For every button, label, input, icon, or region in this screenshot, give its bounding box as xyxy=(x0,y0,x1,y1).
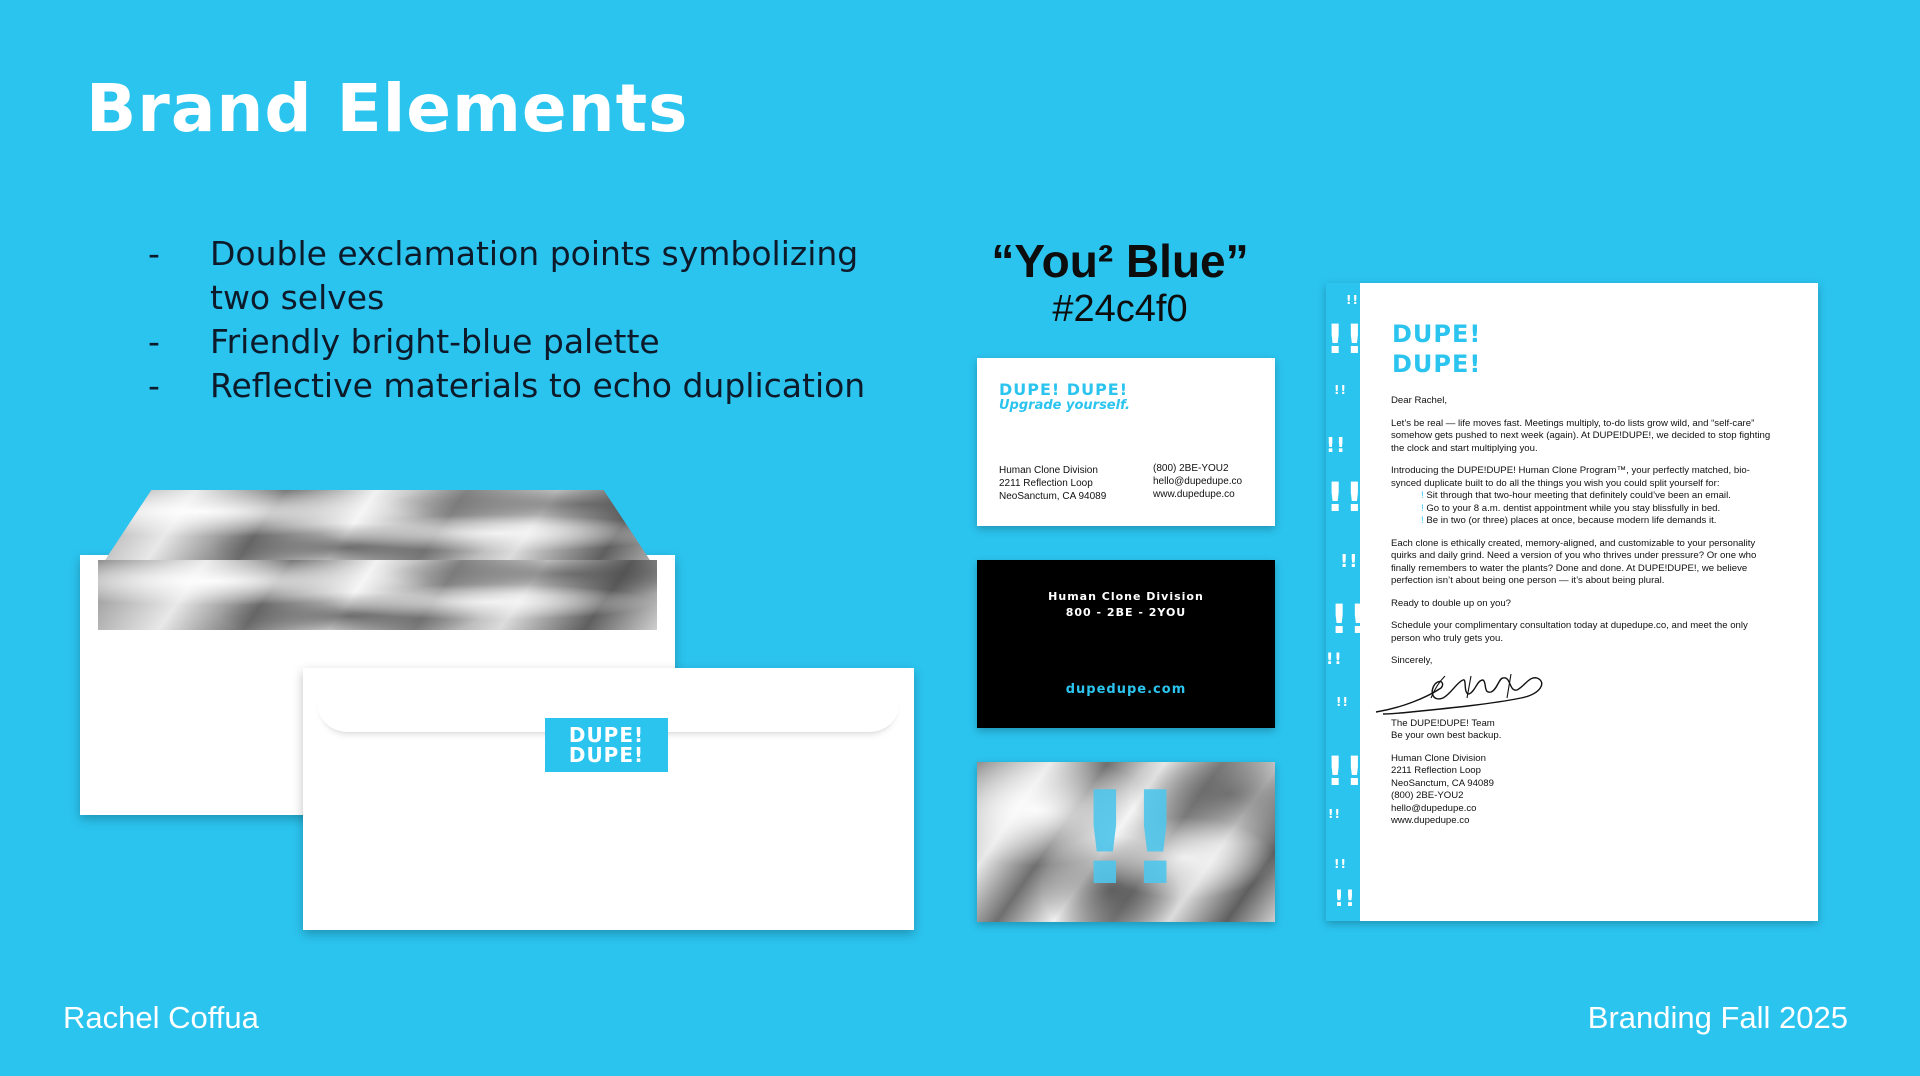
margin-exclamation-icon: !! xyxy=(1336,695,1349,709)
letter-team: The DUPE!DUPE! Team xyxy=(1391,717,1495,729)
envelope-front xyxy=(303,668,914,930)
letter-list-item: ! Sit through that two-hour meeting that definitely could’ve been an email. xyxy=(1421,490,1731,501)
color-name: “You² Blue” xyxy=(991,235,1249,287)
letter-paragraph: Let’s be real — life moves fast. Meetings multiply, to-do lists grow wild, and “self-care” somehow gets pushed to next week (again). At DUPE!DUPE!, we decided to stop fighting the clock and start multiplying you. xyxy=(1391,417,1771,454)
bullet-item: - Reflective materials to echo duplication xyxy=(148,366,866,405)
bullet-list xyxy=(148,232,908,408)
letterhead xyxy=(1326,283,1818,921)
margin-exclamation-icon: !! xyxy=(1340,551,1359,572)
letterhead-margin-strip xyxy=(1326,283,1369,921)
letter-list-item: ! Go to your 8 a.m. dentist appointment while you stay blissfully in bed. xyxy=(1421,502,1721,514)
bullet-item: - Friendly bright-blue palette xyxy=(148,322,660,361)
foil-card xyxy=(977,762,1275,922)
envelope-seal: DUPE! DUPE! xyxy=(545,718,668,772)
margin-exclamation-icon: !! xyxy=(1346,293,1359,307)
letter-address: Human Clone Division 2211 Reflection Loop NeoSanctum, CA 94089 (800) 2BE-YOU2 hello@dupedupe.co www.dupedupe.co xyxy=(1391,752,1494,826)
letter-greeting: Dear Rachel, xyxy=(1391,395,1447,406)
letter-list xyxy=(1391,490,1771,528)
margin-exclamation-icon: !! xyxy=(1330,597,1369,643)
letter-body xyxy=(1391,395,1771,828)
author-name: Rachel Coffua xyxy=(63,1000,259,1035)
double-exclamation-icon: !! xyxy=(1075,765,1177,914)
letter-paragraph: Ready to double up on you? xyxy=(1391,597,1512,609)
margin-exclamation-icon: !! xyxy=(1326,433,1347,457)
margin-exclamation-icon: !! xyxy=(1334,857,1347,871)
card-brand: DUPE! DUPE! xyxy=(999,380,1129,399)
card-contact: (800) 2BE-YOU2 hello@dupedupe.co www.dupedupe.co xyxy=(1153,463,1243,500)
card-tagline: Upgrade yourself. xyxy=(999,398,1130,413)
card-back-url: dupedupe.com xyxy=(1065,682,1187,697)
letter-list-item: ! Be in two (or three) places at once, because modern life demands it. xyxy=(1421,515,1717,526)
course-term: Branding Fall 2025 xyxy=(1587,1000,1848,1035)
envelope-liner-foil xyxy=(98,560,657,630)
margin-exclamation-icon: !! xyxy=(1328,807,1341,821)
bullet-item: - Double exclamation points symbolizing two selves xyxy=(148,234,859,317)
card-address: Human Clone Division 2211 Reflection Loop NeoSanctum, CA 94089 xyxy=(999,465,1107,502)
letterhead-logo: DUPE! DUPE! xyxy=(1392,320,1482,378)
letter-closing: Sincerely, xyxy=(1391,655,1433,666)
business-card-back xyxy=(977,560,1275,728)
letter-paragraph: Introducing the DUPE!DUPE! Human Clone Program™, your perfectly matched, bio-synced duplicate built to do all the things you wish you could split yourself for: xyxy=(1391,465,1750,489)
margin-exclamation-icon: !! xyxy=(1326,317,1365,363)
margin-exclamation-icon: !! xyxy=(1326,475,1365,521)
card-back-phone: 800 - 2BE - 2YOU xyxy=(1065,606,1187,619)
letter-paragraph: Each clone is ethically created, memory-aligned, and customizable to your personality quirks and daily grind. Need a version of you who thrives under pressure? Or one who finally remembers to water the plants? Done and done. At DUPE!DUPE!, we believe perfection isn’t about being one person — it’s about being plural. xyxy=(1391,537,1757,586)
letter-team-tagline: Be your own best backup. xyxy=(1391,730,1502,741)
color-hex: #24c4f0 xyxy=(1052,288,1188,330)
margin-exclamation-icon: !! xyxy=(1326,649,1343,668)
margin-exclamation-icon: !! xyxy=(1326,749,1365,795)
letter-paragraph: Schedule your complimentary consultation today at dupedupe.co, and meet the only person who truly gets you. xyxy=(1391,620,1748,644)
signature xyxy=(1371,668,1551,718)
card-back-division: Human Clone Division xyxy=(1048,590,1204,603)
margin-exclamation-icon: !! xyxy=(1334,887,1357,912)
margin-exclamation-icon: !! xyxy=(1334,383,1347,397)
slide-title: Brand Elements xyxy=(86,70,689,147)
business-card-front xyxy=(977,358,1275,526)
envelope-flap-foil xyxy=(80,490,675,562)
